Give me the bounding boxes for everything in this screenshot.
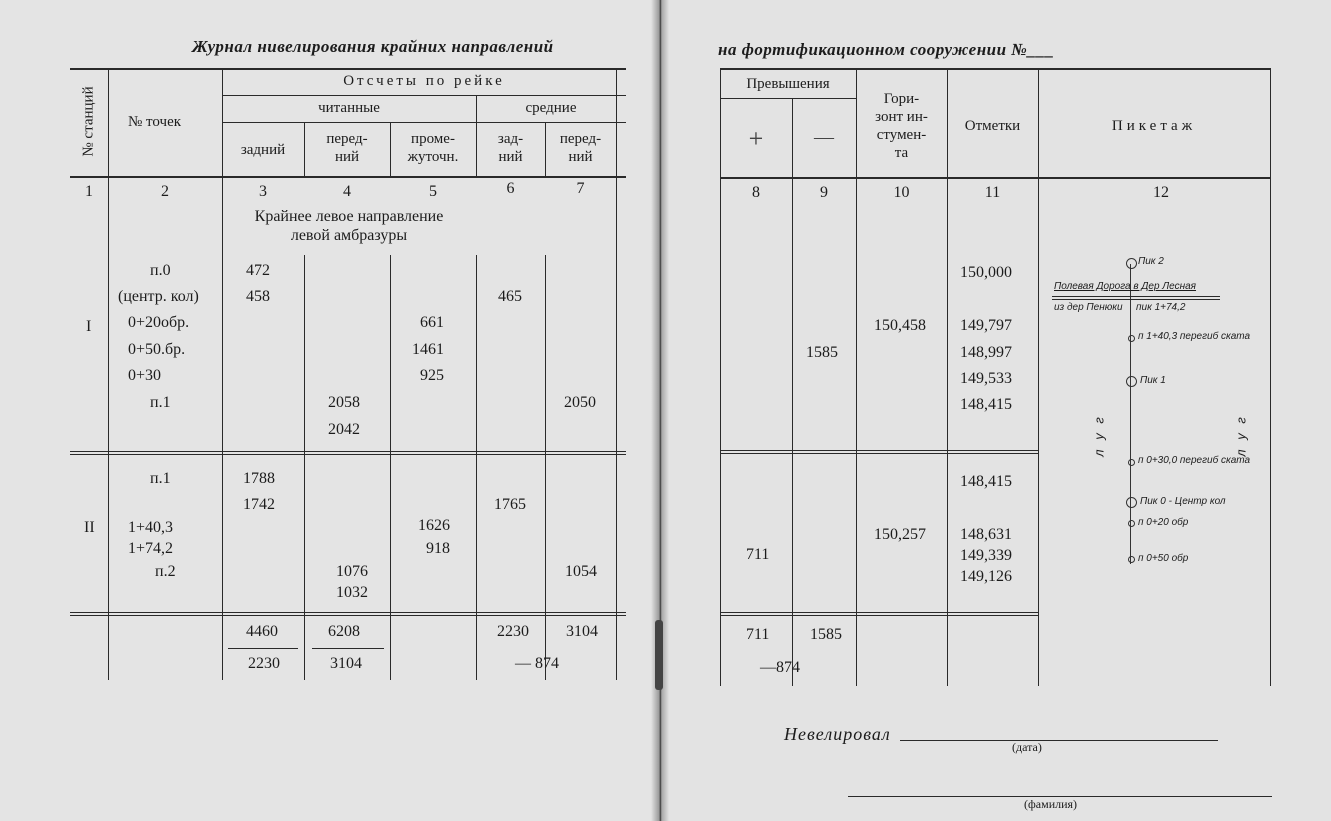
total-difference: — 874 (515, 655, 559, 672)
point-cell: 0+30 (128, 367, 162, 384)
sketch-label: Пик 2 (1138, 256, 1164, 267)
station-label: II (84, 519, 95, 536)
avg-back-cell: 465 (498, 288, 522, 305)
col-number: 6 (506, 180, 515, 197)
col-divider-2 (222, 68, 223, 680)
horizon-cell: 150,257 (874, 526, 926, 543)
col-divider-5 (476, 255, 477, 680)
mark-cell: 148,415 (960, 396, 1012, 413)
header-elevations: Превышения (746, 76, 830, 92)
avg-back-cell: 1765 (494, 496, 526, 513)
header-front: перед- ний (326, 131, 368, 165)
road-line-2 (1052, 299, 1220, 300)
col-divider-11 (1038, 68, 1039, 686)
road-line-1 (1052, 296, 1220, 297)
page-title-right: на фортификационном сооружении №___ (718, 40, 1055, 59)
point-cell: 1+40,3 (128, 519, 174, 536)
point-cell: 0+50.бр. (128, 341, 186, 358)
sketch-label: п 0+20 обр (1138, 517, 1189, 528)
mark-cell: 150,000 (960, 264, 1012, 281)
totals-divider-double (720, 615, 1038, 616)
total-minus: 1585 (810, 626, 842, 643)
back-cell: 472 (246, 262, 270, 279)
sketch-label: из дер Пенюки (1054, 302, 1123, 313)
header-bottom-border (720, 177, 1270, 179)
plus-cell: 711 (746, 546, 770, 563)
header-average: средние (525, 100, 577, 116)
point-cell: п.1 (150, 394, 171, 411)
station-divider (70, 451, 626, 452)
point-marker-icon (1128, 520, 1135, 527)
header-horizon: Гори- зонт ин- стумен- та (875, 91, 928, 161)
col-divider-1 (108, 68, 109, 680)
point-cell: (центр. кол) (118, 288, 199, 305)
point-marker-icon (1128, 459, 1135, 466)
sum-underline-back (228, 648, 298, 649)
point-cell: п.2 (155, 563, 176, 580)
station-label: I (86, 318, 92, 335)
header-picketage: Пикетаж (1111, 118, 1197, 134)
table-top-border (720, 68, 1270, 70)
front-cell: 2058 (328, 394, 360, 411)
header-plus: + (748, 124, 764, 153)
point-cell: п.1 (150, 470, 171, 487)
header-bottom-border (70, 176, 626, 178)
spine-shadow (655, 620, 663, 690)
elevations-underline (720, 98, 856, 99)
total-difference: —874 (760, 659, 800, 676)
col-number: 3 (259, 183, 267, 200)
left-page (0, 0, 660, 821)
right-page (660, 0, 1331, 821)
total-front-half: 3104 (330, 655, 362, 672)
pik1-marker-icon (1126, 376, 1137, 387)
col-divider-4 (390, 255, 391, 680)
totals-divider-double (70, 615, 626, 616)
header-read: читанные (318, 100, 380, 116)
col-divider-3 (304, 255, 305, 680)
minus-cell: 1585 (806, 344, 838, 361)
readings-underline (222, 95, 626, 96)
date-caption: (дата) (1012, 740, 1042, 754)
point-cell: п.0 (150, 262, 171, 279)
book-spine (651, 0, 669, 821)
col-divider-left (720, 68, 721, 686)
sketch-label: Пик 0 - Центр кол (1140, 496, 1226, 507)
sum-underline-front (312, 648, 384, 649)
totals-divider (720, 612, 1038, 613)
sketch-label: п 0+30,0 перегиб ската (1138, 455, 1251, 466)
back-cell: 1742 (243, 496, 275, 513)
total-avg-front: 3104 (566, 623, 598, 640)
mark-cell: 149,797 (960, 317, 1012, 334)
col-number: 12 (1153, 184, 1169, 201)
col-number: 2 (161, 183, 169, 200)
header-back: задний (240, 142, 286, 158)
inter-cell: 925 (420, 367, 444, 384)
point-cell: 0+20обр. (128, 314, 190, 331)
horizon-cell: 150,458 (874, 317, 926, 334)
header-readings: Отсчеты по рейке (343, 73, 505, 89)
header-avg-back: зад- ний (497, 131, 524, 165)
header-station: № станций (80, 86, 97, 157)
col-divider-6 (545, 255, 546, 680)
point-cell: 1+74,2 (128, 540, 174, 557)
sketch-label: л у г (1233, 414, 1249, 457)
header-marks: Отметки (964, 118, 1021, 134)
sketch-label: л у г (1091, 414, 1107, 457)
total-front-sum: 6208 (328, 623, 360, 640)
total-avg-back: 2230 (497, 623, 529, 640)
front-cell: 1032 (336, 584, 368, 601)
station-divider (720, 450, 1038, 451)
sketch-label: пик 1+74,2 (1136, 302, 1186, 313)
signature-line (900, 740, 1218, 741)
total-plus: 711 (746, 626, 770, 643)
total-back-sum: 4460 (246, 623, 278, 640)
mark-cell: 149,533 (960, 370, 1012, 387)
col-number: 8 (752, 184, 760, 201)
col-number: 5 (429, 183, 437, 200)
point-marker-icon (1128, 335, 1135, 342)
col-number: 4 (343, 183, 351, 200)
sketch-label: п 1+40,3 перегиб ската (1138, 331, 1251, 342)
station-divider-double (70, 454, 626, 455)
back-cell: 458 (246, 288, 270, 305)
header-points: № точек (128, 114, 182, 130)
pik0-marker-icon (1126, 497, 1137, 508)
col-divider-7 (616, 68, 617, 680)
table-top-border (70, 68, 626, 70)
page-title-left: Журнал нивелирования крайних направлений (192, 37, 554, 56)
mark-cell: 148,631 (960, 526, 1012, 543)
col-divider-12 (1270, 68, 1271, 686)
mark-cell: 149,126 (960, 568, 1012, 585)
point-marker-icon (1128, 556, 1135, 563)
mark-cell: 149,339 (960, 547, 1012, 564)
col-number: 10 (893, 184, 910, 201)
avg-front-cell: 2050 (564, 394, 596, 411)
inter-cell: 1461 (412, 341, 444, 358)
surname-caption: (фамилия) (1024, 797, 1078, 811)
col-number: 1 (85, 183, 93, 200)
section-title: Крайнее левое направление левой амбразуры (254, 208, 444, 244)
station-divider-double (720, 453, 1038, 454)
inter-cell: 918 (426, 540, 450, 557)
col-number: 11 (984, 184, 1001, 201)
subheader-underline (222, 122, 626, 123)
col-divider-10 (947, 68, 948, 686)
back-cell: 1788 (243, 470, 275, 487)
sketch-label: п 0+50 обр (1138, 553, 1189, 564)
header-avg-front: перед- ний (559, 131, 602, 165)
col-number: 9 (820, 184, 828, 201)
sketch-label: Полевая Дорога в Дер Лесная (1054, 281, 1197, 292)
inter-cell: 1626 (418, 517, 450, 534)
col-number: 7 (576, 180, 585, 197)
mark-cell: 148,415 (960, 473, 1012, 490)
front-cell: 1076 (336, 563, 368, 580)
inter-cell: 661 (420, 314, 444, 331)
header-intermediate: проме- жуточн. (407, 131, 459, 165)
pik2-marker-icon (1126, 258, 1137, 269)
mark-cell: 148,997 (960, 344, 1012, 361)
leveled-by-label: Невелировал (784, 724, 891, 744)
total-back-half: 2230 (248, 655, 280, 672)
totals-divider (70, 612, 626, 613)
avg-front-cell: 1054 (565, 563, 597, 580)
header-minus: — (814, 126, 834, 148)
sketch-axis-line (1130, 264, 1131, 564)
sketch-label: Пик 1 (1140, 375, 1166, 386)
front-cell: 2042 (328, 421, 360, 438)
